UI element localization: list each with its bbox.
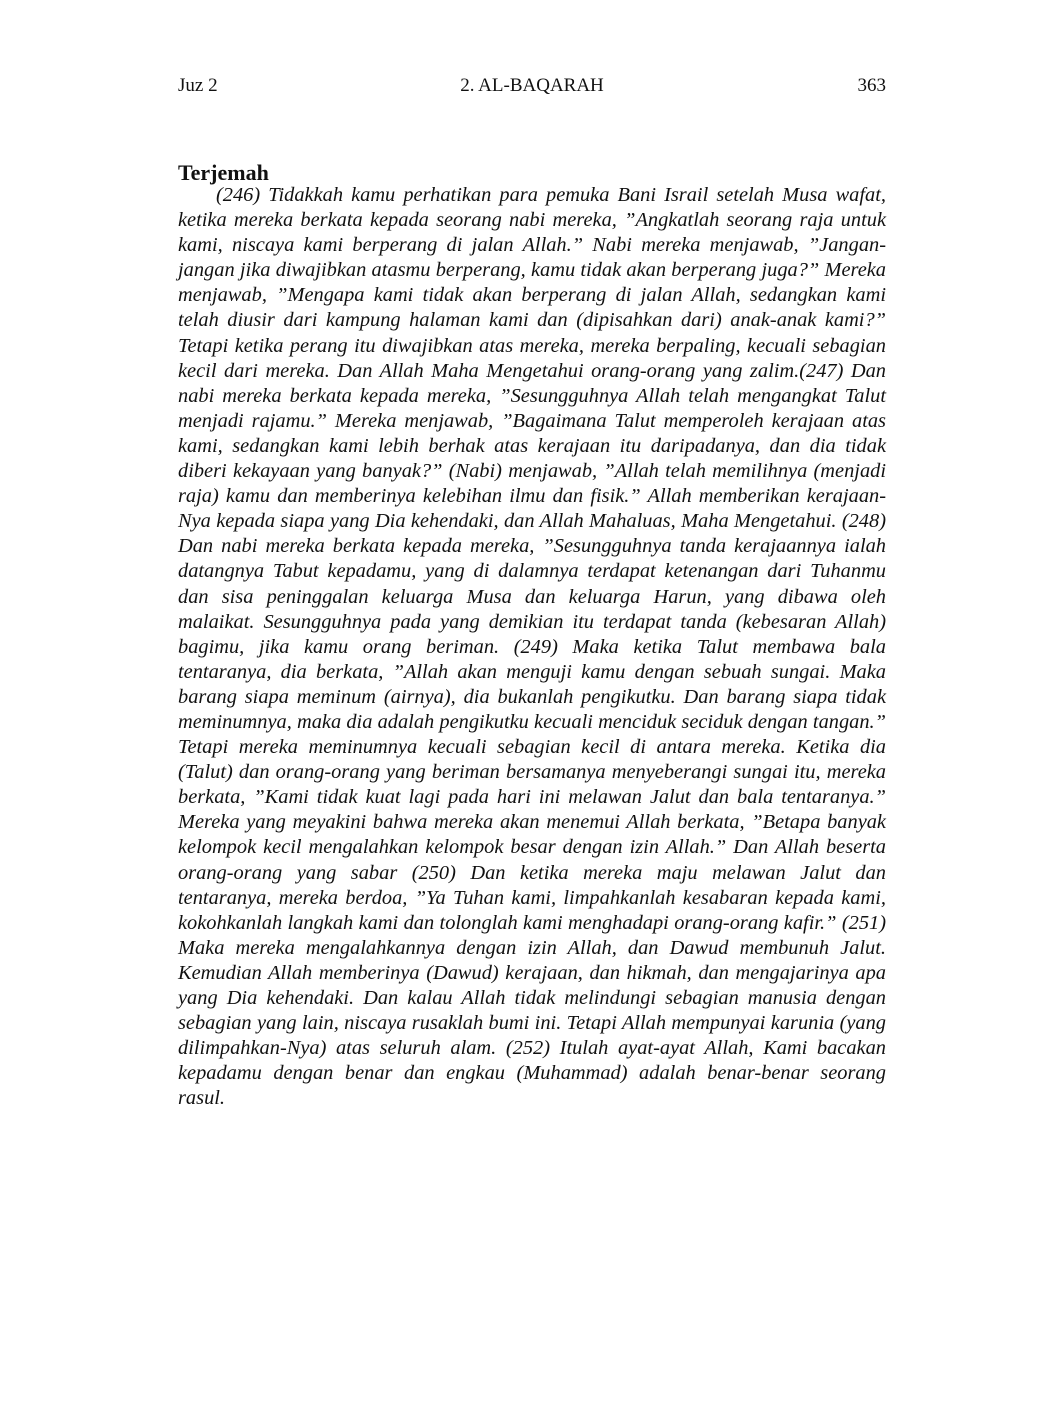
page-header (178, 74, 886, 98)
juz-label: Juz 2 (178, 75, 218, 96)
surah-title: 2. AL-BAQARAH (460, 75, 604, 96)
section-title: Terjemah (178, 160, 269, 185)
translation-paragraph: (246) Tidakkah kamu perhatikan para pemuka Bani Israil setelah Musa wafat, ketika mereka berkata kepada seorang nabi mereka, ”Angkatlah seorang raja untuk kami, niscaya kami berperang di jalan Allah.” Nabi mereka menjawab, ”Jangan-jangan jika diwajibkan atasmu berperang, kamu tidak akan berperang juga?” Mereka menjawab, ”Mengapa kami tidak akan berperang di jalan Allah, sedangkan kami telah diusir dari kampung halaman kami dan (dipisahkan dari) anak-anak kami?” Tetapi ketika perang itu diwajibkan atas mereka, mereka berpaling, kecuali sebagian kecil dari mereka. Dan Allah Maha Mengetahui orang-orang yang zalim.(247) Dan nabi mereka berkata kepada mereka, ”Sesungguhnya Allah telah mengangkat Talut menjadi rajamu.” Mereka menjawab, ”Bagaimana Talut memperoleh kerajaan atas kami, sedangkan kami lebih berhak atas kerajaan itu daripadanya, dan dia tidak diberi kekayaan yang banyak?” (Nabi) menjawab, ”Allah telah memilihnya (menjadi raja) kamu dan memberinya kelebihan ilmu dan fisik.” Allah memberikan kerajaan-Nya kepada siapa yang Dia kehendaki, dan Allah Mahaluas, Maha Mengetahui. (248) Dan nabi mereka berkata kepada mereka, ”Sesungguhnya tanda kerajaannya ialah datangnya Tabut kepadamu, yang di dalamnya terdapat ketenangan dari Tuhanmu dan sisa peninggalan keluarga Musa dan keluarga Harun, yang dibawa oleh malaikat. Sesungguhnya pada yang demikian itu terdapat tanda (kebesaran Allah) bagimu, jika kamu orang beriman. (249) Maka ketika Talut membawa bala tentaranya, dia berkata, ”Allah akan menguji kamu dengan sebuah sungai. Maka barang siapa meminum (airnya), dia bukanlah pengikutku. Dan barang siapa tidak meminumnya, maka dia adalah pengikutku kecuali menciduk seciduk dengan tangan.” Tetapi mereka meminumnya kecuali sebagian kecil di antara mereka. Ketika dia (Talut) dan orang-orang yang beriman bersamanya menyeberangi sungai itu, mereka berkata, ”Kami tidak kuat lagi pada hari ini melawan Jalut dan bala tentaranya.” Mereka yang meyakini bahwa mereka akan menemui Allah berkata, ”Betapa banyak kelompok kecil mengalahkan kelompok besar dengan izin Allah.” Dan Allah beserta orang-orang yang sabar (250) Dan ketika mereka maju melawan Jalut dan tentaranya, mereka berdoa, ”Ya Tuhan kami, limpahkanlah kesabaran kepada kami, kokohkanlah langkah kami dan tolonglah kami menghadapi orang-orang kafir.” (251) Maka mereka mengalahkannya dengan izin Allah, dan Dawud membunuh Jalut. Kemudian Allah memberinya (Dawud) kerajaan, dan hikmah, dan mengajarinya apa yang Dia kehendaki. Dan kalau Allah tidak melindungi sebagian manusia dengan sebagian yang lain, niscaya rusaklah bumi ini. Tetapi Allah mempunyai karunia (yang dilimpahkan-Nya) atas seluruh alam. (252) Itulah ayat-ayat Allah, Kami bacakan kepadamu dengan benar dan engkau (Muhammad) adalah benar-benar seorang rasul. (178, 184, 886, 1110)
page-number: 363 (857, 75, 886, 96)
